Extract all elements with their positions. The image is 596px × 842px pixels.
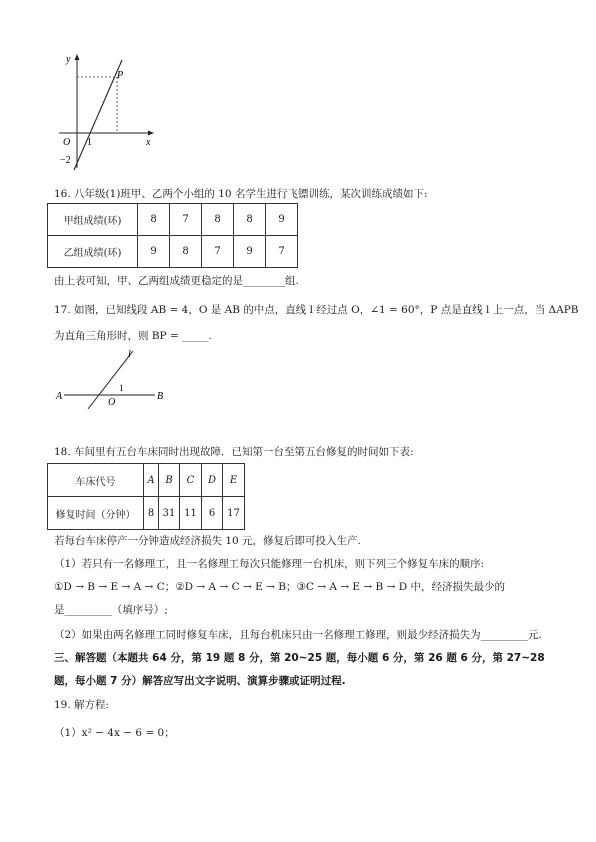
- line-graph-figure: [54, 50, 159, 175]
- table-cell: 7: [266, 236, 298, 268]
- q19-part1: （1）x² − 4x − 6 = 0；: [54, 727, 175, 739]
- table-cell: 修复时间（分钟）: [48, 497, 144, 530]
- x-axis-label: x: [146, 137, 151, 148]
- table-cell: 8: [202, 204, 234, 236]
- table-cell: 17: [223, 497, 245, 530]
- q17-line1: 17. 如图，已知线段 AB = 4，O 是 AB 的中点，直线 l 经过点 O，∠1 = 60°，P 点是直线 l 上一点，当 ΔAPB: [54, 304, 579, 316]
- table-row: [48, 236, 298, 268]
- section3-heading-line2: 题，每小题 7 分）解答应写出文字说明、演算步骤或证明过程.: [54, 675, 346, 687]
- q18-fill: 是_________（填序号）;: [54, 604, 168, 616]
- tick-neg-two-label: −2: [60, 155, 71, 166]
- point-a-label: A: [56, 391, 63, 402]
- y-axis-label: y: [66, 54, 71, 65]
- origin-label: O: [63, 137, 71, 148]
- table-cell: 31: [159, 497, 180, 530]
- q17-line2: 为直角三角形时，则 BP = _____.: [54, 330, 212, 342]
- q18-repair-table: [47, 463, 245, 530]
- row-label: 甲组成绩(环): [48, 204, 138, 236]
- x-axis-arrow: [148, 131, 154, 136]
- q18-part2: （2）如果由两名修理工同时修复车床，且每台机床只由一名修理工修理，则最少经济损失为_________元.: [54, 629, 542, 641]
- q16-stem: 16. 八年级(1)班甲、乙两个小组的 10 名学生进行飞镖训练，某次训练成绩如下:: [54, 188, 428, 200]
- table-cell: 11: [180, 497, 202, 530]
- table-row: [48, 204, 298, 236]
- row-label: 乙组成绩(环): [48, 236, 138, 268]
- point-b-label: B: [157, 391, 164, 402]
- q18-loss-text: 若每台车床停产一分钟造成经济损失 10 元，修复后即可投入生产.: [54, 535, 361, 547]
- table-cell: 8: [234, 204, 266, 236]
- line-l-label: l: [128, 349, 131, 360]
- section3-heading-line1: 三、解答题（本题共 64 分，第 19 题 8 分，第 20~25 题，每小题 6 分，第 26 题 6 分，第 27~28: [54, 652, 545, 664]
- table-cell: 9: [138, 236, 170, 268]
- angle-one-label: 1: [119, 383, 124, 393]
- q19-title: 19. 解方程:: [54, 699, 110, 711]
- tick-one-label: 1: [87, 137, 92, 148]
- table-cell: 9: [266, 204, 298, 236]
- table-header-cell: 车床代号: [48, 464, 144, 497]
- table-cell: 7: [170, 204, 202, 236]
- q16-score-table: [47, 203, 298, 268]
- table-header-cell: D: [202, 464, 223, 497]
- q18-part1: （1）若只有一名修理工，且一名修理工每次只能修理一台机床，则下列三个修复车床的顺序:: [54, 558, 485, 570]
- table-header-cell: A: [144, 464, 159, 497]
- point-o-label: O: [108, 397, 116, 408]
- q16-conclusion: 由上表可知，甲、乙两组成绩更稳定的是________组.: [54, 275, 299, 287]
- table-row: [48, 497, 245, 530]
- table-cell: 8: [144, 497, 159, 530]
- table-header-cell: E: [223, 464, 245, 497]
- table-cell: 6: [202, 497, 223, 530]
- table-cell: 9: [234, 236, 266, 268]
- y-axis-arrow: [75, 54, 80, 60]
- table-row: [48, 464, 245, 497]
- q18-stem: 18. 车间里有五台车床同时出现故障．已知第一台至第五台修复的时间如下表:: [54, 446, 414, 458]
- q18-orders: ①D → B → E → A → C；②D → A → C → E → B；③C → A → E → B → D 中，经济损失最少的: [54, 581, 506, 593]
- graph-line: [74, 60, 122, 170]
- segment-line-figure: [52, 345, 177, 410]
- table-cell: 8: [170, 236, 202, 268]
- table-header-cell: C: [180, 464, 202, 497]
- table-cell: 7: [202, 236, 234, 268]
- table-cell: 8: [138, 204, 170, 236]
- point-p-label: P: [117, 70, 124, 81]
- table-header-cell: B: [159, 464, 180, 497]
